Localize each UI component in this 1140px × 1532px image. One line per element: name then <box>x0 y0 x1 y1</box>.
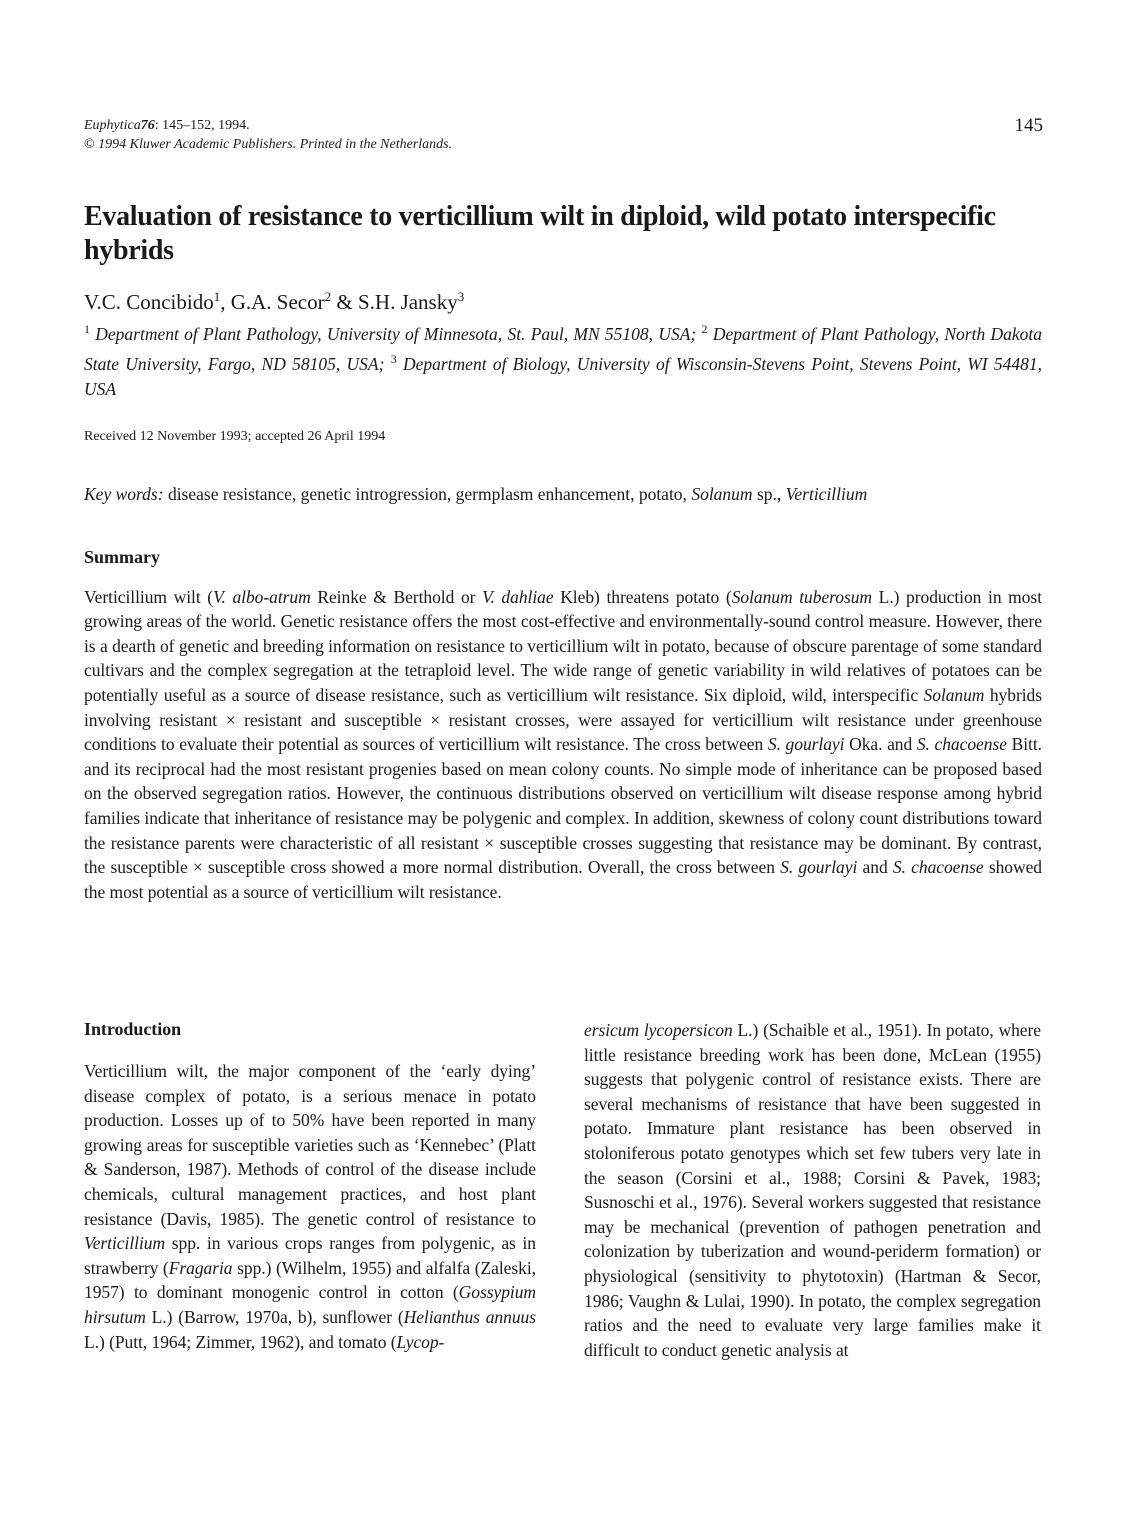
summary-text: Reinke & Berthold or <box>310 586 483 607</box>
article-page <box>84 115 1043 1360</box>
summary-text: showed the most potential as a source of verticillium wilt resistance. <box>84 857 1042 902</box>
affiliation-mark: 2 <box>701 322 708 336</box>
affiliation-mark: 3 <box>390 351 397 366</box>
intro-italic: Helianthus annuus <box>403 1306 536 1327</box>
intro-text: L.) (Barrow, 1970a, b), sunflower ( <box>145 1306 404 1327</box>
affiliation-text: Department of Biology, University of Wisconsin-Stevens Point, Stevens Point, WI 54481, USA <box>84 353 1043 399</box>
summary-text: hybrids involving resistant × resistant and susceptible × resistant crosses, were assayed for verticillium wilt resistance under greenhouse conditions to evaluate their potential as sources of verticillium wilt resistance. The cross between <box>84 685 1043 755</box>
keywords <box>84 483 1042 505</box>
intro-italic: Gossypium hirsutum <box>84 1282 536 1327</box>
affiliations <box>84 317 1042 402</box>
author-name: S.H. Jansky <box>357 290 458 314</box>
author-affiliation-mark: 3 <box>457 289 465 304</box>
author-name: V.C. Concibido <box>84 290 214 314</box>
introduction-continued <box>584 1018 1041 1362</box>
summary-heading: Summary <box>84 546 160 567</box>
summary-italic: S. gourlayi <box>780 857 858 878</box>
summary-text: L.) production in most growing areas of the world. Genetic resistance offers the most cost-effective and environmentally-sound control measure. However, there is a dearth of genetic and breeding information on resistance to verticillium wilt in potato, because of obscure parentage of some standard cultivars and the complex segregation at the tetraploid level. The wide range of genetic variability in wild relatives of potatoes can be potentially useful as a source of disease resistance, such as verticillium wilt resistance. Six diploid, wild, interspecific <box>84 586 1043 706</box>
summary-italic: Solanum <box>923 685 985 706</box>
author-name: G.A. Secor <box>230 290 325 314</box>
summary-italic: V. dahliae <box>482 586 554 607</box>
keywords-text: disease resistance, genetic introgression, germplasm enhancement, potato, <box>167 483 687 504</box>
intro-text: L.) (Schaible et al., 1951). In potato, where little resistance breeding work has been done, McLean (1955) suggests that polygenic control of resistance exists. There are several mechanisms of resistance that have been suggested in potato. Immature plant resistance has been observed in stoloniferous potato genotypes which set few tubers very late in the season (Corsini et al., 1988; Corsini & Pavek, 1983; Susnoschi et al., 1976). Several workers suggested that resistance may be mechanical (prevention of pathogen penetration and colonization by tuberization and wound-periderm formation) or physiological (sensitivity to phytotoxin) (Hartman & Secor, 1986; Vaughn & Lulai, 1990). In potato, the complex segregation ratios and the need to evaluate very large families make it difficult to conduct genetic analysis at <box>584 1020 1041 1360</box>
summary-italic: Solanum tuberosum <box>731 586 873 607</box>
author-list <box>84 284 1042 315</box>
intro-italic: Lycop- <box>396 1331 445 1352</box>
journal-pages-year: : 145–152, 1994. <box>154 118 250 133</box>
keywords-italic: Verticillium <box>785 483 868 504</box>
page-number: 145 <box>1014 115 1043 136</box>
author-separator: & <box>331 290 358 314</box>
intro-italic: ersicum lycopersicon <box>584 1020 733 1040</box>
journal-name: Euphytica <box>84 118 141 133</box>
intro-text: Verticillium wilt, the major component of the ‘early dying’ disease complex of potato, is a serious menace in potato production. Losses up of to 50% have been reported in many growing areas for susceptible varieties such as ‘Kennebec’ (Platt & Sanderson, 1987). Methods of control of the disease include chemicals, cultural management practices, and host plant resistance (Davis, 1985). The genetic control of resistance to <box>84 1061 536 1229</box>
copyright-notice <box>84 135 1042 154</box>
journal-volume: 76 <box>140 118 155 133</box>
copyright-symbol: © <box>84 137 95 152</box>
author-affiliation-mark: 1 <box>213 289 221 304</box>
keywords-label: Key words: <box>84 483 164 504</box>
affiliation-text: Department of Plant Pathology, University of Minnesota, St. Paul, MN 55108, USA; <box>95 323 697 344</box>
author-separator: , <box>220 290 231 314</box>
affiliation-mark: 1 <box>84 322 90 336</box>
summary-text: and <box>857 857 893 878</box>
right-column <box>584 1018 1041 1362</box>
summary-italic: S. chacoense <box>892 857 984 878</box>
intro-text: L.) (Putt, 1964; Zimmer, 1962), and tomato ( <box>84 1331 397 1352</box>
summary-text: Bitt. and its reciprocal had the most resistant progenies based on mean colony counts. No simple mode of inheritance can be proposed based on the observed segregation ratios. However, the continuous distributions observed on verticillium wilt disease response among hybrid families indicate that inheritance of resistance may be polygenic and complex. In addition, skewness of colony count distributions toward the resistance parents were characteristic of all resistant × susceptible crosses suggesting that resistance may be dominant. By contrast, the susceptible × susceptible cross showed a more normal distribution. Overall, the cross between <box>84 734 1042 878</box>
introduction-heading: Introduction <box>84 1019 182 1039</box>
summary-italic: S. chacoense <box>916 734 1007 755</box>
keywords-text: sp., <box>756 483 782 504</box>
author-affiliation-mark: 2 <box>324 289 332 304</box>
introduction-paragraph <box>84 1059 536 1354</box>
keywords-italic: Solanum <box>691 483 753 504</box>
summary-text: Kleb) threatens potato ( <box>553 586 732 607</box>
summary-text: Oka. and <box>844 734 917 755</box>
journal-citation <box>84 116 1042 135</box>
left-column <box>84 1018 536 1354</box>
intro-text: spp.) (Wilhelm, 1955) and alfalfa (Zaleski, 1957) to dominant monogenic control in cotton ( <box>84 1257 536 1303</box>
copyright-text: 1994 Kluwer Academic Publishers. Printed in the Netherlands. <box>98 137 453 152</box>
summary-italic: V. albo-atrum <box>213 586 311 607</box>
intro-text: spp. in various crops ranges from polygenic, as in strawberry ( <box>84 1233 536 1278</box>
summary-italic: S. gourlayi <box>767 734 845 755</box>
received-dates: Received 12 November 1993; accepted 26 April 1994 <box>84 428 386 444</box>
affiliation-text: Department of Plant Pathology, North Dakota State University, Fargo, ND 58105, USA; <box>84 323 1043 374</box>
intro-italic: Fragaria <box>168 1257 233 1278</box>
summary-paragraph <box>84 585 1042 905</box>
summary-text: Verticillium wilt ( <box>84 586 214 607</box>
intro-italic: Verticillium <box>84 1233 166 1254</box>
running-head <box>84 116 1042 156</box>
article-title: Evaluation of resistance to verticillium wilt in diploid, wild potato interspecific hybrids <box>84 201 996 266</box>
